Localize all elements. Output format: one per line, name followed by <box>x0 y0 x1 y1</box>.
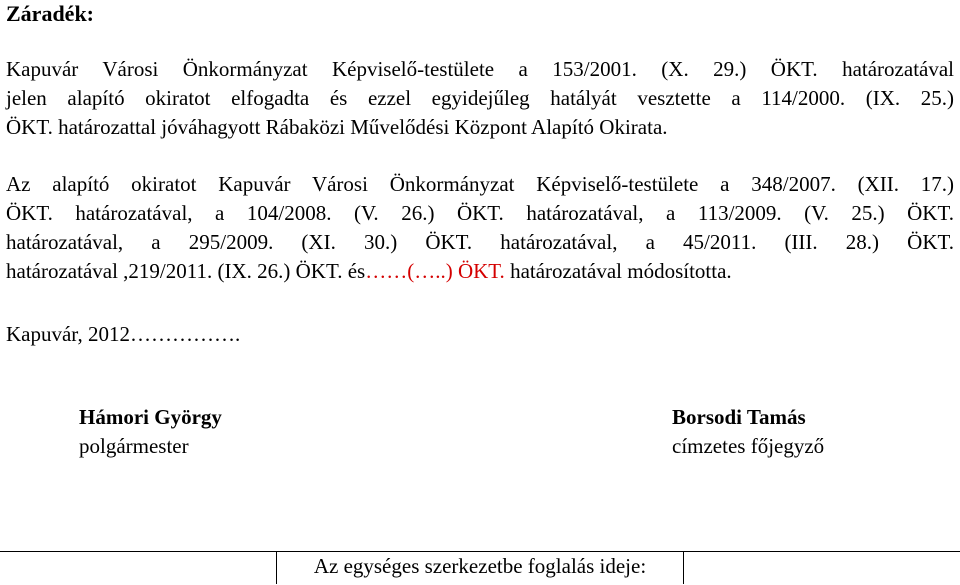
last-line-suffix: határozatával módosította. <box>504 259 732 283</box>
signatory-role: címzetes főjegyző <box>672 434 825 458</box>
signatory-name: Borsodi Tamás <box>672 405 806 429</box>
paragraph-line: jelen alapító okiratot elfogadta és ezzel egyidejűleg hatályát vesztette a 114/2000. (IX. 25.) <box>6 86 954 110</box>
mayor-signature-block <box>79 403 222 461</box>
placeholder-resolution: ……(…..) ÖKT. <box>365 259 505 283</box>
paragraph-line: ÖKT. határozattal jóváhagyott Rábaközi Művelődési Központ Alapító Okirata. <box>6 115 668 139</box>
adoption-paragraph <box>6 55 954 142</box>
amendment-paragraph <box>6 170 954 286</box>
paragraph-line: ÖKT. határozatával, a 104/2008. (V. 26.) ÖKT. határozatával, a 113/2009. (V. 25.) ÖKT. <box>6 201 954 225</box>
notary-signature-block <box>672 403 824 461</box>
signatory-role: polgármester <box>79 434 189 458</box>
clause-heading: Záradék: <box>6 1 94 26</box>
paragraph-line: Az alapító okiratot Kapuvár Városi Önkormányzat Képviselő-testülete a 348/2007. (XII. 17.) <box>6 172 954 196</box>
place-and-date: Kapuvár, 2012……………. <box>6 322 241 346</box>
paragraph-last-line <box>6 257 954 286</box>
signatory-name: Hámori György <box>79 405 222 429</box>
last-line-prefix: határozatával ,219/2011. (IX. 26.) ÖKT. és <box>6 259 366 283</box>
consolidation-date-box: Az egységes szerkezetbe foglalás ideje: <box>276 551 684 584</box>
paragraph-line: Kapuvár Városi Önkormányzat Képviselő-testülete a 153/2001. (X. 29.) ÖKT. határozatával <box>6 57 954 81</box>
paragraph-line: határozatával, a 295/2009. (XI. 30.) ÖKT. határozatával, a 45/2011. (III. 28.) ÖKT. <box>6 230 954 254</box>
